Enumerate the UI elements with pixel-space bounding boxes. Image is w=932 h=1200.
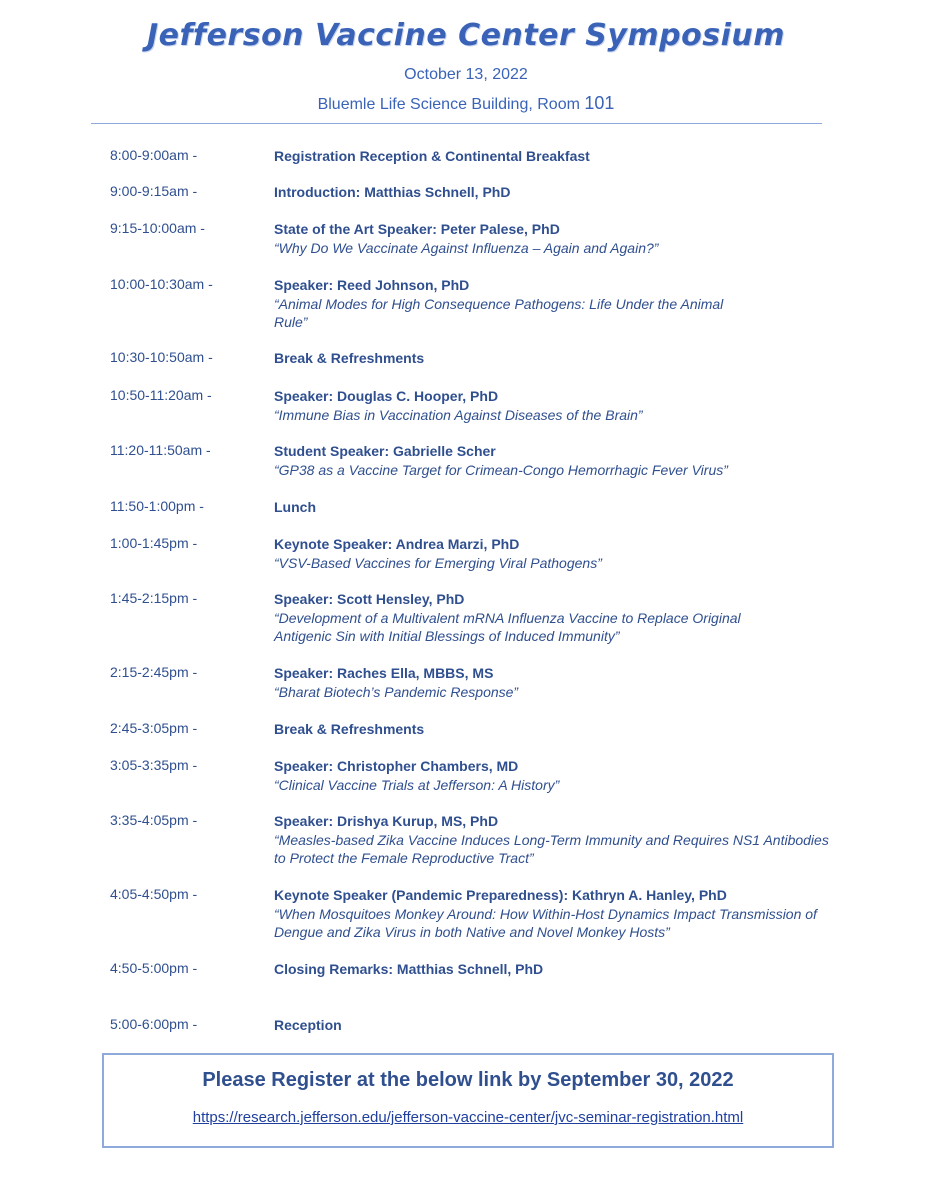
event-venue [0, 93, 932, 114]
session-time: 10:00-10:30am - [110, 276, 213, 292]
session-time: 3:35-4:05pm - [110, 812, 198, 828]
session-time: 9:15-10:00am - [110, 220, 205, 236]
talk-title: “Bharat Biotech’s Pandemic Response” [274, 683, 519, 700]
session-time: 11:50-1:00pm - [110, 498, 204, 514]
session-heading: Speaker: Scott Hensley, PhD [274, 591, 465, 607]
registration-box [102, 1053, 834, 1148]
session-heading: Introduction: Matthias Schnell, PhD [274, 184, 511, 200]
event-date: October 13, 2022 [404, 66, 528, 83]
session-heading: Lunch [274, 499, 316, 515]
talk-title: “When Mosquitoes Monkey Around: How Within-Host Dynamics Impact Transmission of Dengue and Zika Virus in both Native and Novel Monkey Hosts” [274, 905, 817, 940]
session-time: 4:05-4:50pm - [110, 886, 198, 902]
venue-room: 101 [584, 93, 615, 113]
talk-title: “GP38 as a Vaccine Target for Crimean-Congo Hemorrhagic Fever Virus” [274, 461, 728, 478]
session-heading: Student Speaker: Gabrielle Scher [274, 443, 496, 459]
session-time: 10:30-10:50am - [110, 349, 213, 365]
talk-title: “Development of a Multivalent mRNA Influenza Vaccine to Replace Original Antigenic Sin with Initial Blessings of Induced Immunity” [274, 609, 741, 644]
talk-title: “Animal Modes for High Consequence Pathogens: Life Under the Animal Rule” [274, 295, 724, 330]
session-time: 3:05-3:35pm - [110, 757, 198, 773]
session-heading: Keynote Speaker (Pandemic Preparedness): Kathryn A. Hanley, PhD [274, 887, 727, 903]
session-heading: Keynote Speaker: Andrea Marzi, PhD [274, 536, 520, 552]
session-time: 5:00-6:00pm - [110, 1016, 198, 1032]
session-heading: Speaker: Christopher Chambers, MD [274, 758, 519, 774]
session-heading: Registration Reception & Continental Breakfast [274, 148, 590, 164]
header-divider [91, 123, 822, 124]
session-time: 2:45-3:05pm - [110, 720, 198, 736]
talk-title: “Clinical Vaccine Trials at Jefferson: A History” [274, 776, 560, 793]
session-time: 11:20-11:50am - [110, 442, 211, 458]
registration-title: Please Register at the below link by September 30, 2022 [202, 1069, 734, 1091]
talk-title: “Why Do We Vaccinate Against Influenza – Again and Again?” [274, 239, 659, 256]
talk-title: “VSV-Based Vaccines for Emerging Viral Pathogens” [274, 554, 602, 571]
session-heading: Speaker: Drishya Kurup, MS, PhD [274, 813, 499, 829]
session-time: 1:00-1:45pm - [110, 535, 198, 551]
session-heading: Speaker: Reed Johnson, PhD [274, 277, 470, 293]
session-heading: State of the Art Speaker: Peter Palese, PhD [274, 221, 560, 237]
session-heading: Break & Refreshments [274, 721, 425, 737]
talk-title: “Immune Bias in Vaccination Against Diseases of the Brain” [274, 406, 643, 423]
venue-name: Bluemle Life Science Building, Room [317, 96, 580, 113]
session-heading: Speaker: Douglas C. Hooper, PhD [274, 388, 499, 404]
session-heading: Reception [274, 1017, 342, 1033]
session-heading: Speaker: Raches Ella, MBBS, MS [274, 665, 494, 681]
session-time: 8:00-9:00am - [110, 147, 198, 163]
session-time: 2:15-2:45pm - [110, 664, 198, 680]
page-title: Jefferson Vaccine Center Symposium [146, 18, 786, 53]
talk-title: “Measles-based Zika Vaccine Induces Long-Term Immunity and Requires NS1 Antibodies to Protect the Female Reproductive Tract” [274, 831, 829, 866]
session-time: 1:45-2:15pm - [110, 590, 198, 606]
registration-link[interactable]: https://research.jefferson.edu/jefferson-vaccine-center/jvc-seminar-registration.html [192, 1109, 744, 1126]
session-heading: Break & Refreshments [274, 350, 425, 366]
session-time: 10:50-11:20am - [110, 387, 212, 403]
session-time: 4:50-5:00pm - [110, 960, 198, 976]
session-heading: Closing Remarks: Matthias Schnell, PhD [274, 961, 544, 977]
session-time: 9:00-9:15am - [110, 183, 198, 199]
